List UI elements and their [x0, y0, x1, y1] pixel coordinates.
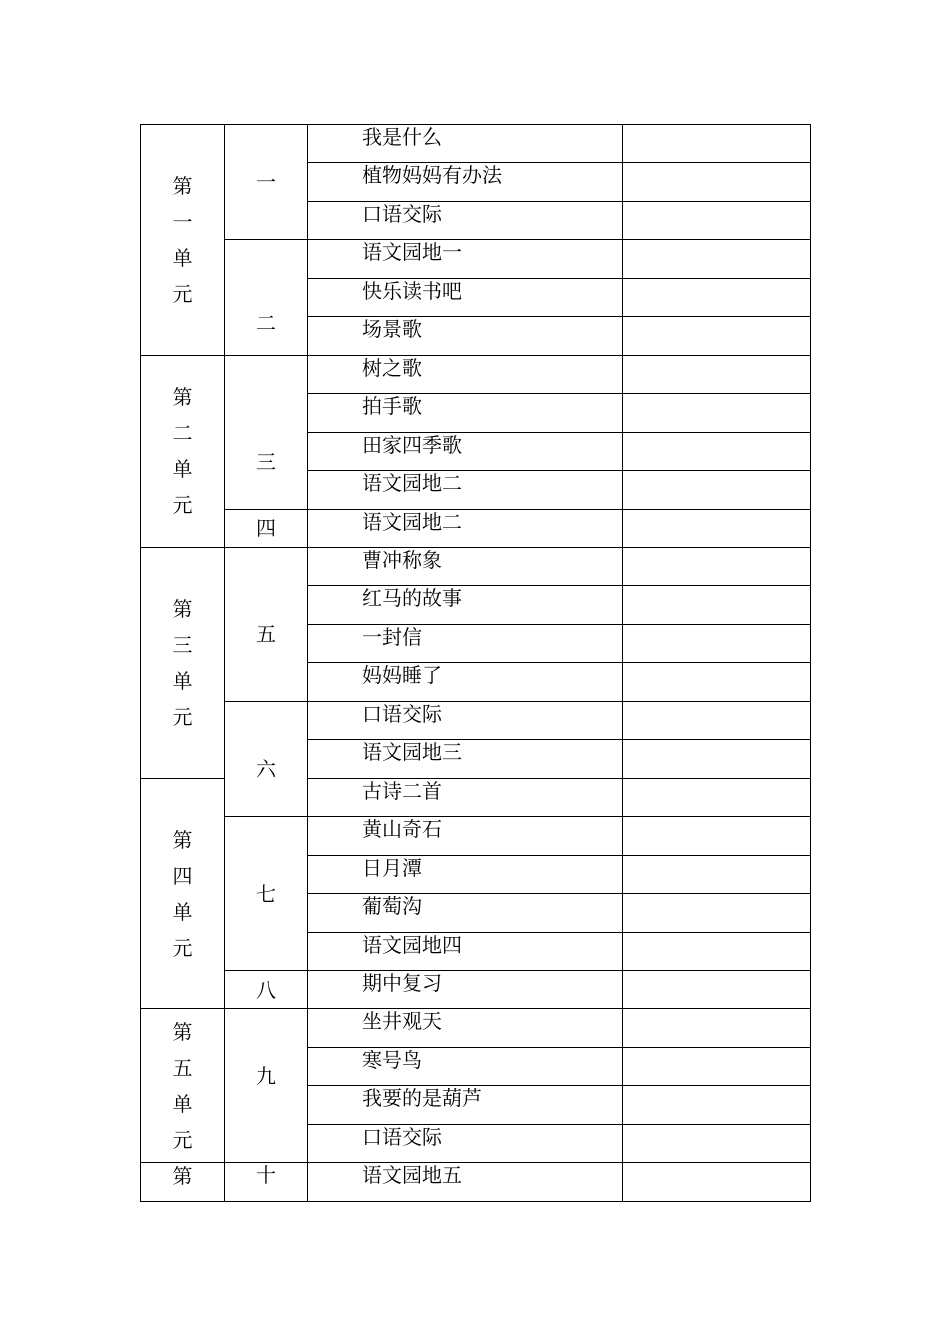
lesson-cell: 一封信: [308, 624, 623, 662]
lesson-cell: 妈妈睡了: [308, 663, 623, 701]
note-cell: [623, 163, 811, 201]
note-cell: [623, 317, 811, 355]
unit-cell: [141, 547, 225, 778]
note-cell: [623, 394, 811, 432]
week-cell: [225, 240, 308, 355]
lesson-cell: 口语交际: [308, 201, 623, 239]
lesson-cell: 红马的故事: [308, 586, 623, 624]
unit-label: 第二单元: [172, 385, 193, 518]
lesson-cell: 黄山奇石: [308, 817, 623, 855]
note-cell: [623, 624, 811, 662]
note-cell: [623, 201, 811, 239]
week-label: 六: [256, 756, 276, 781]
note-cell: [623, 1009, 811, 1047]
lesson-cell: 日月潭: [308, 855, 623, 893]
note-cell: [623, 586, 811, 624]
week-cell: [225, 509, 308, 547]
table-row: [141, 509, 811, 547]
table-row: [141, 817, 811, 855]
week-label: 二: [256, 310, 276, 335]
lesson-cell: 古诗二首: [308, 778, 623, 816]
note-cell: [623, 663, 811, 701]
unit-cell: [141, 778, 225, 1009]
table-row: [141, 1163, 811, 1201]
table-row: [141, 355, 811, 393]
lesson-cell: 坐井观天: [308, 1009, 623, 1047]
unit-cell: [141, 1163, 225, 1201]
note-cell: [623, 778, 811, 816]
lesson-cell: 语文园地三: [308, 740, 623, 778]
note-cell: [623, 355, 811, 393]
unit-cell: [141, 125, 225, 356]
lesson-cell: 语文园地二: [308, 509, 623, 547]
week-cell: [225, 1163, 308, 1201]
note-cell: [623, 1047, 811, 1085]
lesson-cell: 我是什么: [308, 125, 623, 163]
week-label: 四: [256, 516, 276, 541]
note-cell: [623, 547, 811, 585]
lesson-cell: 田家四季歌: [308, 432, 623, 470]
lesson-cell: 语文园地四: [308, 932, 623, 970]
lesson-cell: 植物妈妈有办法: [308, 163, 623, 201]
table-row: [141, 701, 811, 739]
table-row: [141, 1009, 811, 1047]
week-cell: [225, 125, 308, 240]
week-label: 三: [256, 450, 276, 475]
note-cell: [623, 1163, 811, 1201]
lesson-cell: 树之歌: [308, 355, 623, 393]
week-label: 十: [256, 1163, 276, 1188]
table-row: [141, 240, 811, 278]
lesson-cell: 期中复习: [308, 970, 623, 1008]
note-cell: [623, 701, 811, 739]
lesson-cell: 快乐读书吧: [308, 278, 623, 316]
table-row: [141, 970, 811, 1008]
lesson-cell: 曹冲称象: [308, 547, 623, 585]
lesson-cell: 葡萄沟: [308, 894, 623, 932]
week-label: 八: [256, 977, 276, 1002]
lesson-cell: 语文园地二: [308, 471, 623, 509]
unit-label: 第三单元: [172, 596, 193, 729]
note-cell: [623, 932, 811, 970]
week-label: 九: [256, 1063, 276, 1088]
note-cell: [623, 855, 811, 893]
lesson-cell: 口语交际: [308, 1124, 623, 1162]
week-cell: [225, 817, 308, 971]
week-cell: [225, 1009, 308, 1163]
week-label: 七: [256, 881, 276, 906]
week-label: 一: [256, 170, 276, 195]
note-cell: [623, 509, 811, 547]
note-cell: [623, 970, 811, 1008]
table-row: [141, 125, 811, 163]
lesson-cell: 口语交际: [308, 701, 623, 739]
note-cell: [623, 817, 811, 855]
lesson-schedule-table: [140, 124, 811, 1202]
week-cell: [225, 970, 308, 1008]
unit-cell: [141, 355, 225, 547]
note-cell: [623, 278, 811, 316]
lesson-cell: 我要的是葫芦: [308, 1086, 623, 1124]
lesson-cell: 语文园地一: [308, 240, 623, 278]
week-cell: [225, 547, 308, 701]
note-cell: [623, 740, 811, 778]
unit-label: 第: [172, 1164, 193, 1189]
note-cell: [623, 125, 811, 163]
lesson-cell: 语文园地五: [308, 1163, 623, 1201]
table-row: [141, 547, 811, 585]
note-cell: [623, 240, 811, 278]
note-cell: [623, 1086, 811, 1124]
lesson-cell: 寒号鸟: [308, 1047, 623, 1085]
lesson-cell: 场景歌: [308, 317, 623, 355]
unit-label: 第四单元: [172, 827, 193, 960]
unit-label: 第五单元: [172, 1019, 193, 1152]
unit-cell: [141, 1009, 225, 1163]
week-label: 五: [256, 622, 276, 647]
week-cell: [225, 701, 308, 816]
note-cell: [623, 894, 811, 932]
unit-label: 第一单元: [172, 173, 193, 306]
note-cell: [623, 471, 811, 509]
week-cell: [225, 355, 308, 509]
note-cell: [623, 432, 811, 470]
note-cell: [623, 1124, 811, 1162]
lesson-cell: 拍手歌: [308, 394, 623, 432]
